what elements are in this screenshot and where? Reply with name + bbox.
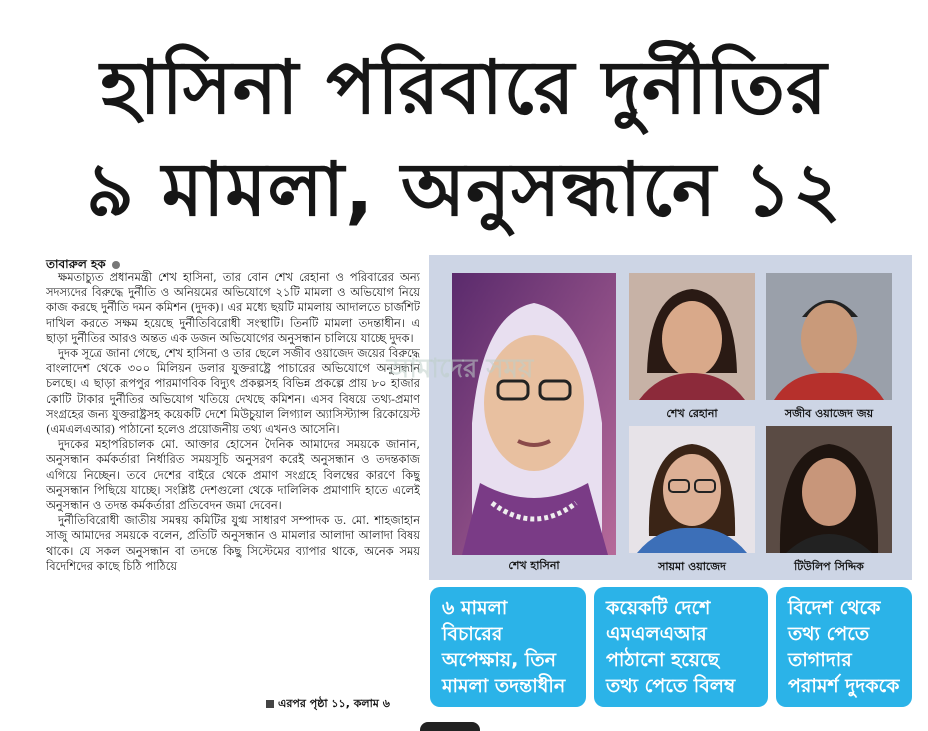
photo-tulip-siddiq [766,426,892,553]
portrait-saima-image [629,426,755,553]
bottom-edge-shape [420,722,480,731]
byline-author: তাবারুল হক [46,257,106,271]
square-bullet-icon [266,700,274,708]
photo-saima-wazed [629,426,755,553]
continue-note-text: এরপর পৃষ্ঠা ১১, কলাম ৬ [278,697,390,710]
summary-box-mlar: কয়েকটি দেশে এমএলএআর পাঠানো হয়েছে তথ্য পেতে বিলম্ব [594,587,768,707]
photo-sheikh-rehana [629,273,755,400]
photo-sheikh-hasina [452,273,616,555]
article-paragraph: দুদক সূত্রে জানা গেছে, শেখ হাসিনা ও তার ছেলে সজীব ওয়াজেদ জয়ের বিরুদ্ধে বাংলাদেশ থেকে ৩০০ মিলিয়ন ডলার যুক্তরাষ্ট্রে পাচারের অভিযোগে অনুসন্ধান চলছে। এ ছাড়া রূপপুর পারমাণবিক বিদ্যুৎ প্রকল্পসহ বিভিন্ন প্রকল্পে প্রায় ৮০ হাজার কোটি টাকার দুর্নীতির অভিযোগ খতিয়ে দেখছে কমিশন। এসব বিষয়ে তথ্য-প্রমাণ সংগ্রহের জন্য যুক্তরাষ্ট্রসহ কয়েকটি দেশে মিউচুয়াল লিগ্যাল অ্যাসিস্ট্যান্স রিকোয়েস্ট (এমএলএআর) পাঠানো হলেও প্রয়োজনীয় তথ্য এখনও আসেনি। [46,346,420,437]
portrait-rehana-image [629,273,755,400]
article-body [46,270,420,710]
portrait-joy-image [766,273,892,400]
article-paragraph: দুর্নীতিবিরোধী জাতীয় সমন্বয় কমিটির যুগ্ম সাধারণ সম্পাদক ড. মো. শাহজাহান সাজু আমাদের সময়কে বলেন, প্রতিটি অনুসন্ধান ও মামলার আলাদা আলাদা বিষয় থাকে। যে সকল অনুসন্ধান বা তদন্তে কিছু সিস্টেমের ব্যাপার থাকে, অনেক সময় বিদেশিদের কাছে চিঠি পাঠিয়ে [46,513,420,573]
headline-line-2: ৯ মামলা, অনুসন্ধানে ১২ [86,147,842,233]
caption-saima: সায়মা ওয়াজেদ [658,560,726,573]
summary-box-cases: ৬ মামলা বিচারের অপেক্ষায়, তিন মামলা তদন্তাধীন [430,587,586,707]
headline-line-1: হাসিনা পরিবারে দুর্নীতির [100,45,828,131]
portrait-hasina-image [452,273,616,555]
photo-sajeeb-wazed-joy [766,273,892,400]
article-paragraph: দুদকের মহাপরিচালক মো. আক্তার হোসেন দৈনিক আমাদের সময়কে জানান, অনুসন্ধান কর্মকর্তারা নির্ধারিত সময়সূচি অনুসরণ করেই অনুসন্ধান ও তদন্তকাজ এগিয়ে নিচ্ছেন। তবে দেশের বাইরে থেকে প্রমাণ সংগ্রহে বিলম্বের কারণে কিছু অনুসন্ধান পিছিয়ে যাচ্ছে। সংশ্লিষ্ট দেশগুলো থেকে দালিলিক প্রমাণাদি হাতে এলেই অনুসন্ধান ও তদন্ত কর্মকর্তারা প্রতিবেদন জমা দেবেন। [46,437,420,513]
newspaper-watermark: আমাদের সময় [386,354,534,384]
caption-rehana: শেখ রেহানা [666,407,718,420]
byline-dot-icon [112,261,120,269]
caption-joy: সজীব ওয়াজেদ জয় [784,407,874,420]
caption-tulip: টিউলিপ সিদ্দিক [794,560,864,573]
caption-hasina: শেখ হাসিনা [508,559,560,572]
continue-note [262,695,390,714]
summary-box-advice: বিদেশ থেকে তথ্য পেতে তাগাদার পরামর্শ দুদককে [776,587,912,707]
article-paragraph: ক্ষমতাচ্যুত প্রধানমন্ত্রী শেখ হাসিনা, তার বোন শেখ রেহানা ও পরিবারের অন্য সদস্যদের বিরুদ্ধে দুর্নীতি ও অনিয়মের অভিযোগে ২১টি মামলা ও অভিযোগ নিয়ে কাজ করছে দুর্নীতি দমন কমিশন (দুদক)। এর মধ্যে ছয়টি মামলায় আদালতে চার্জশিট দাখিল করতে সক্ষম হয়েছে দুর্নীতিবিরোধী সংস্থাটি। তিনটি মামলা তদন্তাধীন। এ ছাড়া দুর্নীতির আরও অন্তত এক ডজন অভিযোগের অনুসন্ধান চালিয়ে যাচ্ছে দুদক। [46,270,420,345]
portrait-tulip-image [766,426,892,553]
